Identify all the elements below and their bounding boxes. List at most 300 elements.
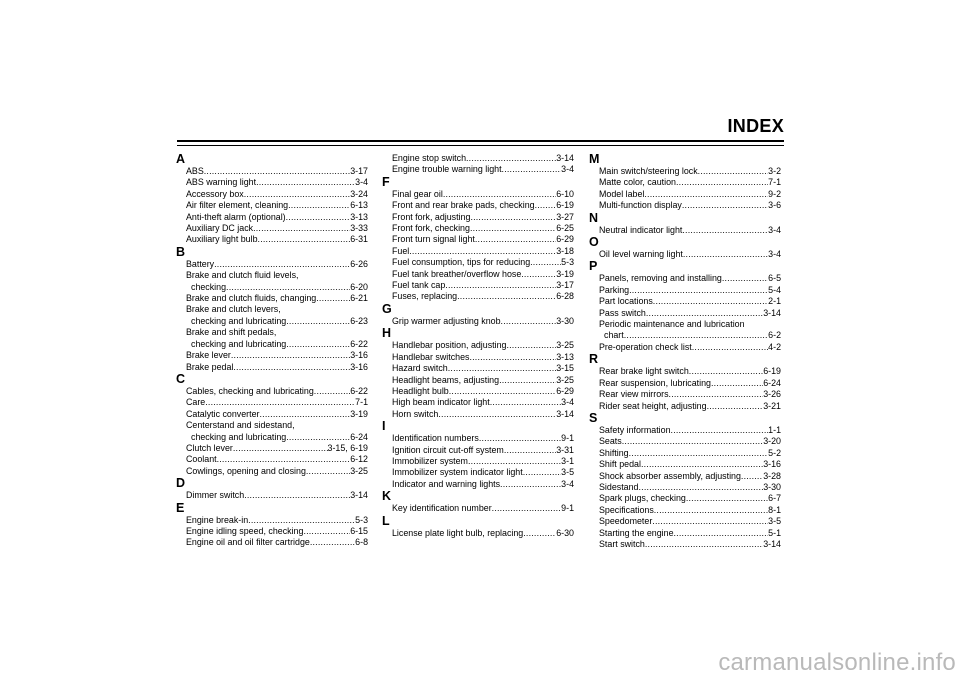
dot-leader [470,223,556,234]
page-ref: 6-31 [350,234,368,245]
index-entry[interactable] [589,200,781,211]
dot-leader [654,505,768,516]
dot-leader [475,234,556,245]
entry-text: Specifications [599,504,654,515]
section-letter-f: F [382,174,390,189]
section-letter-l: L [382,513,390,528]
dot-leader [205,397,355,408]
entry-text: checking and lubricating [191,431,287,442]
dot-leader [499,375,556,386]
index-entry[interactable] [176,466,368,477]
dot-leader [504,445,556,456]
index-entry[interactable] [176,490,368,501]
index-entry[interactable] [382,257,574,268]
index-entry[interactable] [176,234,368,245]
index-entry[interactable] [176,350,368,361]
entry-text: Model label [599,188,645,199]
index-entry[interactable] [589,516,781,527]
entry-text: Horn switch [392,408,439,419]
section-letter-a: A [176,152,186,166]
page-ref: 6-7 [768,493,781,504]
page-ref: 9-1 [561,503,574,514]
index-entry[interactable] [382,375,574,386]
index-entry[interactable] [176,293,368,304]
page-ref: 3-16 [350,361,368,372]
entry-text: Auxiliary DC jack [186,223,254,234]
index-entry[interactable] [382,340,574,351]
index-entry[interactable] [176,270,368,293]
dot-leader [288,200,350,211]
index-column-1 [176,153,368,549]
index-entry[interactable] [589,285,781,296]
section-letter-s: S [589,410,598,425]
dot-leader [682,200,768,211]
dot-leader [490,397,561,408]
dot-leader [500,479,561,490]
page-ref: 6-22 [350,385,368,396]
dot-leader [629,448,769,459]
dot-leader [692,342,768,353]
section-letter-n: N [589,210,599,225]
index-entry[interactable] [382,269,574,280]
index-entry[interactable] [589,505,781,516]
page-ref: 3-4 [768,224,781,235]
dot-leader [674,528,769,539]
page-ref: 6-29 [556,234,574,245]
entry-text: Engine stop switch [392,153,466,163]
index-entry[interactable] [589,401,781,412]
dot-leader [624,330,768,341]
entry-text: Front and rear brake pads, checking [392,200,535,211]
entry-text: Front turn signal light [392,234,475,245]
entry-text: High beam indicator light [392,397,490,408]
entry-text: ABS [186,166,204,176]
page-ref: 3-14 [763,307,781,318]
page-ref: 3-6 [768,200,781,211]
index-entry[interactable] [176,212,368,223]
index-entry[interactable] [589,308,781,319]
index-entry[interactable] [589,493,781,504]
index-entry[interactable] [176,526,368,537]
index-entry[interactable] [589,189,781,200]
page-ref: 3-25 [350,465,368,476]
dot-leader [443,189,556,200]
index-entry[interactable] [382,479,574,490]
entry-text: Fuel consumption, tips for reducing [392,257,531,268]
index-entry[interactable] [176,409,368,420]
dot-leader [530,257,561,268]
dot-leader [253,223,350,234]
page-ref: 3-28 [763,470,781,481]
entry-text: Shock absorber assembly, adjusting [599,470,741,481]
dot-leader [523,467,561,478]
index-entry[interactable] [589,471,781,482]
index-entry[interactable] [382,503,574,514]
entry-text: Oil level warning light [599,249,683,260]
dot-leader [438,409,556,420]
dot-leader [233,443,328,454]
entry-text: Final gear oil [392,188,443,199]
page-ref: 6-22 [350,338,368,349]
entry-text: Brake and clutch levers, [186,304,281,315]
dot-leader [303,526,350,537]
index-entry[interactable] [176,166,368,177]
index-entry[interactable] [382,445,574,456]
dot-leader [286,212,351,223]
entry-text: Main switch/steering lock [599,166,698,176]
section-letter-i: I [382,419,386,434]
dot-leader [506,340,556,351]
page-ref: 6-25 [556,223,574,234]
page-ref: 3-18 [556,245,574,256]
index-entry[interactable] [382,456,574,467]
section-letter-o: O [589,235,599,250]
index-entry[interactable] [589,177,781,188]
dot-leader [676,177,768,188]
index-entry[interactable] [589,448,781,459]
entry-text: Coolant [186,454,217,465]
dot-leader [646,308,763,319]
index-entry[interactable] [382,164,574,175]
page-ref: 3-4 [355,177,368,188]
page-ref: 3-26 [763,389,781,400]
dot-leader [314,386,350,397]
page-ref: 6-21 [350,293,368,304]
entry-text: Parking [599,284,630,295]
entry-text: Shifting [599,447,629,458]
index-entry[interactable] [382,153,574,164]
index-entry[interactable] [589,436,781,447]
page-ref: 6-2 [768,330,781,341]
index-entry[interactable] [176,189,368,200]
entry-text: Handlebar switches [392,351,470,362]
entry-text: Brake pedal [186,361,234,372]
dot-leader [629,285,768,296]
index-entry[interactable] [589,528,781,539]
dot-leader [741,471,763,482]
entry-text: Start switch [599,538,645,549]
section-letter-b: B [176,244,186,259]
dot-leader [653,296,768,307]
index-entry[interactable] [382,386,574,397]
section-letter-c: C [176,371,186,386]
index-entry[interactable] [589,482,781,493]
index-entry[interactable] [382,212,574,223]
index-column-2 [382,153,574,539]
page-ref: 7-1 [355,397,368,408]
header-rule-thin [177,145,784,146]
index-entry[interactable] [589,273,781,284]
entry-text: Headlight bulb [392,385,449,396]
index-entry[interactable] [589,425,781,436]
watermark: carmanualsonline.info [718,649,956,676]
index-entry[interactable] [589,319,781,342]
index-entry[interactable] [589,366,781,377]
page-ref: 3-15 [556,363,574,374]
index-entry[interactable] [176,177,368,188]
entry-text: Immobilizer system indicator light [392,467,523,478]
dot-leader [316,293,350,304]
entry-text: Care [186,397,206,408]
index-entry[interactable] [589,225,781,236]
dot-leader [244,490,350,501]
page-ref: 6-19 [556,200,574,211]
dot-leader [260,409,351,420]
index-entry[interactable] [382,291,574,302]
page-ref: 5-2 [768,447,781,458]
dot-leader [306,466,350,477]
entry-text: checking [191,281,227,292]
page-ref: 3-19 [556,268,574,279]
page-ref: 3-33 [350,223,368,234]
entry-text: Catalytic converter [186,408,260,419]
dot-leader [622,436,764,447]
page-ref: 6-24 [350,431,368,442]
index-entry[interactable] [382,528,574,539]
index-entry[interactable] [589,389,781,400]
page-ref: 3-17 [556,280,574,291]
entry-text: Multi-function display [599,200,682,211]
page-ref: 6-29 [556,385,574,396]
dot-leader [479,433,561,444]
page-ref: 3-1 [561,455,574,466]
index-entry[interactable] [176,304,368,327]
entry-text: Speedometer [599,516,653,527]
entry-text: checking and lubricating [191,315,287,326]
index-entry[interactable] [382,433,574,444]
entry-text: Engine oil and oil filter cartridge [186,537,310,548]
index-entry[interactable] [589,539,781,550]
page-ref: 8-1 [768,504,781,515]
dot-leader [521,269,556,280]
dot-leader [501,316,557,327]
dot-leader [638,482,763,493]
page-title: INDEX [727,116,784,136]
entry-text: Front fork, adjusting [392,211,471,222]
dot-leader [457,291,556,302]
entry-text: Grip warmer adjusting knob [392,315,501,326]
page-ref: 6-30 [556,527,574,538]
page-ref: 3-31 [556,444,574,455]
entry-text: Panels, removing and installing [599,273,722,284]
index-entry[interactable] [382,363,574,374]
page-ref: 6-5 [768,273,781,284]
page-ref: 3-14 [556,153,574,163]
entry-text: Spark plugs, checking [599,493,686,504]
index-entry[interactable] [176,443,368,454]
entry-text: Pass switch [599,307,646,318]
index-entry[interactable] [382,467,574,478]
index-entry[interactable] [382,223,574,234]
page-ref: 3-14 [556,408,574,419]
dot-leader [652,516,768,527]
index-entry[interactable] [382,409,574,420]
dot-leader [523,528,556,539]
entry-text: Accessory box [186,188,244,199]
page-ref: 6-8 [355,537,368,548]
dot-leader [669,389,764,400]
page-ref: 3-5 [561,467,574,478]
index-entry[interactable] [176,223,368,234]
dot-leader [707,401,764,412]
dot-leader [468,456,561,467]
index-entry[interactable] [589,378,781,389]
dot-leader [645,539,763,550]
dot-leader [226,282,350,293]
section-letter-p: P [589,259,598,274]
entry-text: Brake and clutch fluid levels, [186,270,299,281]
index-entry[interactable] [176,537,368,548]
page-ref: 6-20 [350,281,368,292]
page-ref: 3-19 [350,408,368,419]
index-entry[interactable] [176,362,368,373]
page-ref: 6-15 [350,525,368,536]
page-ref: 3-4 [561,164,574,175]
dot-leader [204,166,350,177]
entry-text: Starting the engine [599,527,674,538]
dot-leader [448,363,557,374]
page-ref: 2-1 [768,296,781,307]
index-column-3 [589,153,781,550]
page-ref: 1-1 [768,424,781,435]
dot-leader [466,153,556,164]
dot-leader [644,189,768,200]
dot-leader [689,366,763,377]
section-letter-r: R [589,352,599,367]
index-entry[interactable] [382,246,574,257]
entry-text: Anti-theft alarm (optional) [186,211,286,222]
entry-text: Handlebar position, adjusting [392,340,507,351]
entry-text: Battery [186,258,215,269]
entry-text: Auxiliary light bulb [186,234,258,245]
entry-text: Part locations [599,296,653,307]
index-entry[interactable] [589,249,781,260]
dot-leader [248,515,355,526]
index-entry[interactable] [176,327,368,350]
index-entry[interactable] [176,386,368,397]
page-ref: 6-19 [763,366,781,377]
entry-text: Headlight beams, adjusting [392,374,500,385]
dot-leader [469,352,556,363]
page-ref: 6-28 [556,291,574,302]
page-ref: 3-4 [768,249,781,260]
page-ref: 6-24 [763,377,781,388]
dot-leader [409,246,556,257]
dot-leader [214,259,350,270]
dot-leader [698,166,769,177]
entry-text: Centerstand and sidestand, [186,420,295,431]
section-letter-m: M [589,152,600,166]
page-ref: 3-25 [556,340,574,351]
page-ref: 3-16 [763,459,781,470]
page-ref: 3-16 [350,350,368,361]
index-entry[interactable] [382,200,574,211]
page-ref: 6-26 [350,258,368,269]
entry-text: chart [604,330,624,341]
entry-text: Fuses, replacing [392,291,458,302]
page-ref: 3-14 [763,538,781,549]
page-ref: 6-23 [350,315,368,326]
entry-text: Brake and shift pedals, [186,327,277,338]
index-entry[interactable] [176,420,368,443]
dot-leader [233,362,350,373]
index-entry[interactable] [589,459,781,470]
index-entry[interactable] [382,189,574,200]
entry-text: Indicator and warning lights [392,478,501,489]
section-letter-k: K [382,489,392,504]
dot-leader [244,189,351,200]
entry-text: Key identification number [392,503,492,514]
section-letter-e: E [176,500,185,515]
page-ref: 6-10 [556,188,574,199]
entry-text: Fuel [392,245,410,256]
dot-leader [641,459,763,470]
entry-text: Periodic maintenance and lubrication [599,319,745,330]
section-letter-h: H [382,326,392,341]
page-ref: 3-14 [350,490,368,501]
entry-text: ABS warning light [186,177,257,188]
entry-text: Ignition circuit cut-off system [392,444,504,455]
entry-text: Clutch lever [186,442,233,453]
page-ref: 3-13 [556,351,574,362]
page-ref: 3-5 [768,516,781,527]
entry-text: checking and lubricating [191,338,287,349]
page-ref: 6-12 [350,454,368,465]
page-ref: 3-24 [350,188,368,199]
dot-leader [310,537,355,548]
dot-leader [449,386,556,397]
entry-text: Seats [599,436,622,447]
entry-text: License plate light bulb, replacing [392,527,524,538]
page-ref: 3-21 [763,400,781,411]
index-entry[interactable] [589,342,781,353]
index-entry[interactable] [176,397,368,408]
index-entry[interactable] [382,352,574,363]
entry-text: Rear view mirrors [599,389,669,400]
page-ref: 3-20 [763,436,781,447]
page-ref: 7-1 [768,177,781,188]
page-ref: 3-4 [561,478,574,489]
index-entry[interactable] [176,515,368,526]
entry-text: Rear suspension, lubricating [599,377,711,388]
entry-text: Neutral indicator light [599,224,683,235]
page-ref: 3-30 [763,481,781,492]
entry-text: Fuel tank breather/overflow hose [392,268,522,279]
entry-text: Engine idling speed, checking [186,525,304,536]
entry-text: Cables, checking and lubricating [186,385,314,396]
index-entry[interactable] [382,280,574,291]
index-entry[interactable] [382,234,574,245]
page-ref: 5-3 [355,514,368,525]
section-letter-g: G [382,301,392,316]
page-ref: 3-2 [768,166,781,176]
index-entry[interactable] [382,397,574,408]
index-entry[interactable] [589,296,781,307]
index-entry[interactable] [176,200,368,211]
index-entry[interactable] [176,454,368,465]
entry-text: Immobilizer system [392,455,468,466]
dot-leader [445,280,556,291]
entry-text: Air filter element, cleaning [186,200,289,211]
entry-text: Dimmer switch [186,490,245,501]
entry-text: Shift pedal [599,459,641,470]
entry-text: Safety information [599,424,671,435]
index-entry[interactable] [589,166,781,177]
index-entry[interactable] [382,316,574,327]
page-ref: 5-1 [768,527,781,538]
section-letter-d: D [176,476,186,491]
index-entry[interactable] [176,259,368,270]
